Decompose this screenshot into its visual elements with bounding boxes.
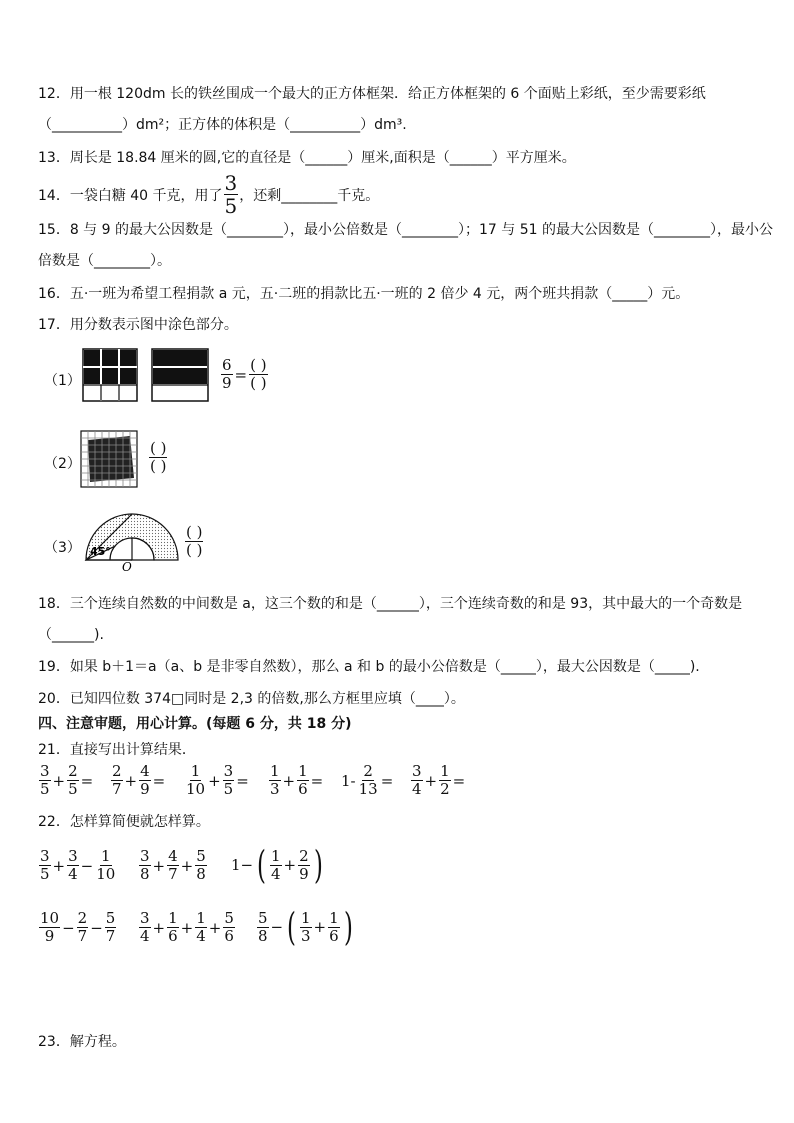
tilted-square-grid-figure xyxy=(80,430,138,488)
fraction-denominator: 4 xyxy=(68,865,78,883)
fraction-numerator: 1 xyxy=(101,847,111,865)
q22-expression-2 xyxy=(138,848,208,883)
operator: − xyxy=(270,918,284,936)
question-15-line-2: 倍数是（________）。 xyxy=(38,253,171,269)
fraction-numerator: 1 xyxy=(196,909,206,927)
fraction-denominator: 6 xyxy=(329,926,339,945)
fraction-numerator: 4 xyxy=(140,762,150,780)
part-2-label: （2） xyxy=(44,456,81,472)
question-15-line-1: 15．8 与 9 的最大公因数是（________），最小公倍数是（________）；17 与 51 的最大公因数是（________），最小公 xyxy=(38,222,773,238)
fraction-numerator: 3 xyxy=(68,847,78,865)
right-paren: ) xyxy=(313,843,323,887)
fraction-numerator: 5 xyxy=(105,909,116,927)
grid-figure-3x3 xyxy=(82,348,138,402)
blank-denominator: ( ) xyxy=(150,457,167,475)
fraction-numerator: 1 xyxy=(298,762,308,780)
fraction-denominator: 10 xyxy=(96,865,116,883)
equals-sign: = xyxy=(310,771,324,790)
question-22-title: 22．怎样算简便就怎样算。 xyxy=(38,814,210,830)
operator: − xyxy=(62,918,75,937)
question-20: 20．已知四位数 374□同时是 2,3 的倍数,那么方框里应填（____）。 xyxy=(38,691,465,707)
fraction-denominator: 9 xyxy=(299,864,309,883)
q22-expression-4 xyxy=(38,910,117,945)
fraction-numerator: 2 xyxy=(363,762,373,780)
question-16: 16．五·一班为希望工程捐款 a 元，五·二班的捐款比五·一班的 2 倍少 4 元，两个班共捐款（_____）元。 xyxy=(38,286,690,302)
equals-sign: = xyxy=(152,771,166,790)
center-label: O xyxy=(122,560,132,572)
fraction-numerator: 1 xyxy=(329,908,339,927)
answer-fraction-blank xyxy=(185,524,203,559)
operator: + xyxy=(180,856,194,875)
fraction-denominator: 4 xyxy=(270,864,281,883)
fraction-denominator: 6 xyxy=(168,927,178,945)
q21-item-3 xyxy=(184,763,250,798)
q21-item-2 xyxy=(110,763,166,798)
operator: + xyxy=(208,918,222,937)
q22-expression-3 xyxy=(230,843,325,887)
semicircle-sector-figure xyxy=(82,508,182,572)
fraction-denominator: 3 xyxy=(270,780,280,798)
operator: + xyxy=(52,856,66,875)
fraction-numerator: 10 xyxy=(40,909,60,927)
fraction-numerator: 5 xyxy=(224,909,234,927)
fraction-numerator: 1 xyxy=(270,762,280,780)
fraction-denominator: 3 xyxy=(300,926,311,945)
question-14-fraction xyxy=(224,172,239,217)
fraction-numerator: 2 xyxy=(68,762,78,780)
part-1-label: （1） xyxy=(44,373,81,389)
fraction-numerator: 5 xyxy=(196,847,206,865)
q22-expression-5 xyxy=(138,910,236,945)
fraction-numerator: 3 xyxy=(40,762,50,780)
equals-sign: = xyxy=(452,771,466,790)
operator: + xyxy=(283,856,297,874)
part-1-expression xyxy=(220,357,269,392)
fraction-numerator: 2 xyxy=(112,762,122,780)
section-4-heading: 四、注意审题，用心计算。(每题 6 分，共 18 分) xyxy=(38,716,352,732)
fraction-denominator: 4 xyxy=(196,927,206,945)
part-3-expression xyxy=(184,524,204,559)
fraction-denominator: 6 xyxy=(224,927,234,945)
fraction-numerator: 3 xyxy=(140,847,150,865)
answer-fraction-blank xyxy=(149,440,167,475)
question-23: 23．解方程。 xyxy=(38,1034,126,1050)
operator: + xyxy=(124,771,138,790)
fraction-denominator: 4 xyxy=(140,927,150,945)
operator: + xyxy=(152,918,166,937)
part-3-label: （3） xyxy=(44,540,81,556)
fraction-numerator: 3 xyxy=(223,762,234,780)
blank-numerator: ( ) xyxy=(150,439,167,457)
equals-sign: = xyxy=(236,771,249,790)
question-21-title: 21．直接写出计算结果． xyxy=(38,742,196,758)
fraction-denominator: 9 xyxy=(140,780,150,798)
equals-sign: = xyxy=(234,365,248,384)
fraction-numerator: 1 xyxy=(300,908,311,927)
fraction-denominator: 7 xyxy=(105,927,116,945)
operator: − xyxy=(90,918,103,937)
fraction-numerator: 3 xyxy=(140,909,150,927)
fraction-numerator: 3 xyxy=(40,847,50,865)
fraction-numerator: 1 xyxy=(440,762,450,780)
fraction-denominator: 8 xyxy=(258,926,268,945)
fraction-numerator: 1 xyxy=(270,846,281,865)
left-paren: ( xyxy=(287,905,296,949)
blank-numerator: ( ) xyxy=(250,356,267,374)
fraction-denominator: 5 xyxy=(223,780,234,798)
operator: − xyxy=(80,856,94,875)
question-13: 13．周长是 18.84 厘米的圆,它的直径是（______）厘米,面积是（______）平方厘米。 xyxy=(38,150,576,166)
fraction-denominator: 5 xyxy=(40,780,50,798)
fraction-denominator: 7 xyxy=(77,927,88,945)
q22-expression-1 xyxy=(38,848,117,883)
fraction-denominator: 5 xyxy=(40,865,50,883)
fraction-denominator: 9 xyxy=(222,374,232,392)
fraction-numerator: 3 xyxy=(412,762,422,780)
question-14-text-pre: 14．一袋白糖 40 千克，用了 xyxy=(38,187,223,204)
operator: + xyxy=(52,771,66,790)
answer-fraction-blank xyxy=(249,357,267,392)
fraction-denominator: 8 xyxy=(196,865,206,883)
fraction-denominator: 7 xyxy=(168,865,178,883)
q21-item-5 xyxy=(340,763,394,798)
fraction-denominator: 7 xyxy=(112,780,122,798)
question-14-text-post: ，还剩________千克。 xyxy=(239,187,380,204)
equals-sign: = xyxy=(380,771,394,790)
q22-expression-6 xyxy=(256,905,355,949)
fraction-denominator: 10 xyxy=(186,780,206,798)
operator: + xyxy=(313,918,327,936)
operator: + xyxy=(152,856,166,875)
q21-item-4 xyxy=(268,763,324,798)
blank-denominator: ( ) xyxy=(250,374,267,392)
question-14 xyxy=(38,172,379,217)
fraction-numerator: 2 xyxy=(299,846,309,865)
prefix: 1− xyxy=(231,856,254,874)
fraction-denominator: 6 xyxy=(298,780,308,798)
angle-label: 45° xyxy=(90,545,111,558)
fraction-numerator: 5 xyxy=(258,908,268,927)
equals-sign: = xyxy=(80,771,94,790)
q21-item-6 xyxy=(410,763,466,798)
fraction-denominator: 2 xyxy=(440,780,450,798)
operator: + xyxy=(180,918,194,937)
right-paren: ) xyxy=(343,905,353,949)
blank-numerator: ( ) xyxy=(186,523,203,541)
fraction-denominator: 4 xyxy=(412,780,422,798)
fraction-denominator: 5 xyxy=(68,780,78,798)
operator: + xyxy=(208,771,221,790)
fraction-numerator: 6 xyxy=(222,356,232,374)
fraction-numerator: 1 xyxy=(168,909,178,927)
operator: + xyxy=(424,771,438,790)
question-19: 19．如果 b＋1＝a（a、b 是非零自然数），那么 a 和 b 的最小公倍数是（_____），最大公因数是（_____). xyxy=(38,659,700,675)
fraction-numerator: 3 xyxy=(224,171,238,195)
operator: + xyxy=(282,771,296,790)
fraction-numerator: 1 xyxy=(190,762,201,780)
given-fraction xyxy=(221,357,233,392)
fraction-denominator: 5 xyxy=(224,194,238,218)
question-18-line-1: 18．三个连续自然数的中间数是 a，这三个数的和是（______），三个连续奇数的和是 93，其中最大的一个奇数是 xyxy=(38,596,743,612)
q21-item-1 xyxy=(38,763,94,798)
question-18-line-2: （______). xyxy=(38,627,104,643)
fraction-denominator: 13 xyxy=(358,780,378,798)
left-paren: ( xyxy=(257,843,266,887)
part-2-expression xyxy=(148,440,168,475)
fraction-numerator: 2 xyxy=(77,909,88,927)
prefix: 1- xyxy=(341,771,356,790)
question-12-line-2: （__________）dm²；正方体的体积是（__________）dm³. xyxy=(38,117,407,133)
blank-denominator: ( ) xyxy=(186,541,203,559)
fraction-denominator: 9 xyxy=(44,927,55,945)
question-12-line-1: 12．用一根 120dm 长的铁丝围成一个最大的正方体框架．给正方体框架的 6 个面贴上彩纸，至少需要彩纸 xyxy=(38,86,706,102)
question-17-title: 17．用分数表示图中涂色部分。 xyxy=(38,317,238,333)
bar-figure-3rows xyxy=(151,348,209,402)
fraction-denominator: 8 xyxy=(140,865,150,883)
fraction-numerator: 4 xyxy=(168,847,178,865)
